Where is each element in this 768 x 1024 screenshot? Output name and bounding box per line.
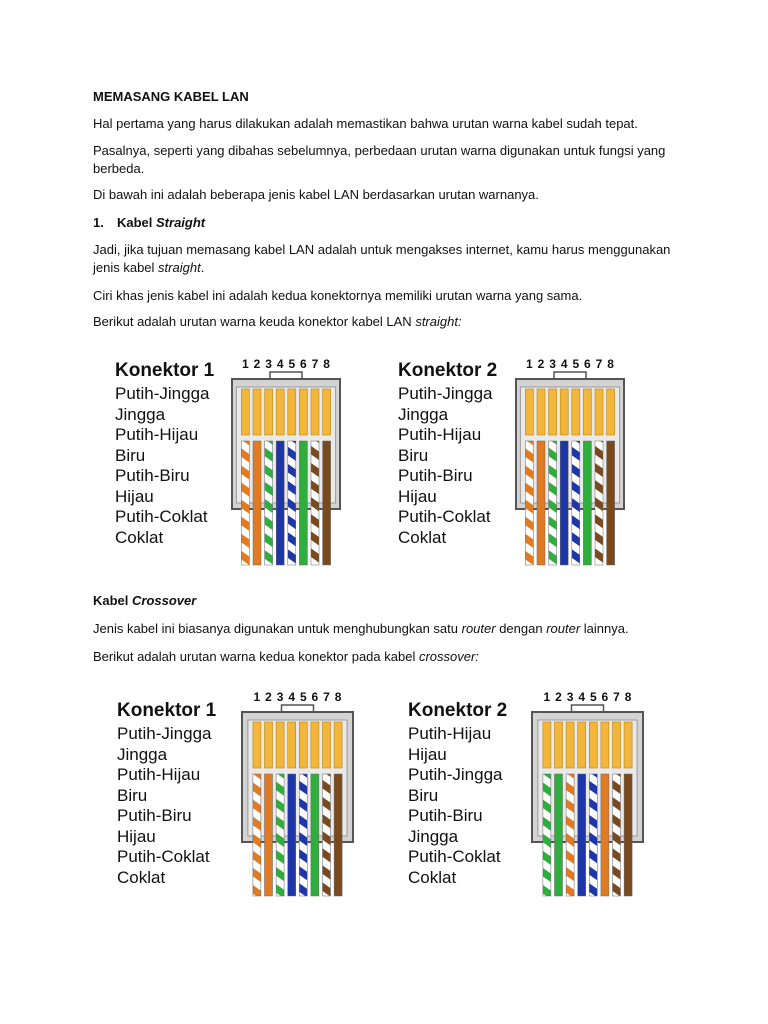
pin-number: 5 [572,357,580,371]
pin-number: 1 [526,357,533,371]
gold-contact [589,722,597,768]
wire-white-blue [299,774,307,896]
wire-white-brown [595,441,603,565]
wire-order-item: Biru [115,445,146,465]
connector-title: Konektor 1 [115,360,215,381]
wire-order-item: Biru [117,785,148,805]
pin-number: 7 [311,357,319,371]
gold-contact [265,389,273,435]
paragraph-straight-trait: Ciri khas jenis kabel ini adalah kedua konektornya memiliki urutan warna yang sama. [93,288,583,303]
wire-order-item: Putih-Jingga [115,384,210,403]
wire-order-list [398,384,497,548]
straight-connector1-legend [115,360,214,548]
wire-order-item: Hijau [398,486,437,506]
gold-contact [323,389,331,435]
wire-order-item: Putih-Biru [408,806,483,825]
wire-blue [578,774,586,896]
wire-order-item: Hijau [117,826,156,846]
wire-order-item: Biru [408,785,439,805]
wire-order-item: Putih-Jingga [398,384,493,403]
wire-order-item: Putih-Hijau [398,425,482,444]
crossover-connector2-plug [530,688,645,898]
pin-number: 4 [578,690,586,704]
wire-order-item: Biru [398,445,429,465]
wire-white-green [549,441,557,565]
plug-window [520,387,619,503]
gold-contact [334,722,342,768]
pin-number: 4 [288,690,296,704]
pin-number: 3 [549,357,556,371]
pin-number: 5 [299,690,307,704]
gold-contact [299,389,307,435]
straight-connector2-legend [398,360,497,548]
pin-number: 3 [265,357,272,371]
pin-number: 8 [334,690,342,704]
pin-number: 6 [300,357,307,371]
wire-green [311,774,319,896]
crossover-connector1-legend [117,700,216,888]
gold-contact [566,722,574,768]
wire-order-item: Putih-Jingga [117,724,212,743]
gold-contact [624,722,632,768]
wire-white-brown [311,441,319,565]
straight-figure [0,355,768,570]
wire-brown [323,441,331,565]
document-title: MEMASANG KABEL LAN [93,89,249,104]
gold-contact [572,389,580,435]
wire-blue [288,774,296,896]
pin-number: 2 [537,357,545,371]
wire-white-blue [288,441,296,565]
pin-number: 8 [607,357,614,371]
paragraph-reason: Pasalnya, seperti yang dibahas sebelumnya, perbedaan urutan warna digunakan untuk fungsi yang berbeda. [93,143,666,176]
wire-blue [276,441,284,565]
connector-title: Konektor 2 [408,700,508,721]
connector-title: Konektor 1 [117,700,217,721]
paragraph-intro: Hal pertama yang harus dilakukan adalah memastikan bahwa urutan warna kabel sudah tepat. [93,116,638,131]
heading-crossover: Kabel Crossover [93,593,197,608]
wire-order-item: Putih-Biru [117,806,192,825]
wire-order-list [115,384,214,548]
wire-order-item: Putih-Biru [398,466,473,485]
gold-contact [299,722,307,768]
pin-number: 1 [242,357,249,371]
paragraph-straight-order: Berikut adalah urutan warna keuda konektor kabel LAN straight: [93,314,462,329]
gold-contact [595,389,603,435]
gold-contact [311,722,319,768]
crossover-connector1-plug [240,688,355,898]
pin-number: 6 [601,690,609,704]
wire-green [555,774,563,896]
wire-order-item: Putih-Coklat [408,847,501,866]
paragraph-crossover-order: Berikut adalah urutan warna kedua konektor pada kabel crossover: [93,649,479,664]
pin-number: 7 [323,690,330,704]
wire-white-blue [572,441,580,565]
gold-contact [253,722,261,768]
gold-contact [549,389,557,435]
wire-green [299,441,307,565]
wire-order-item: Putih-Coklat [398,507,491,526]
straight-connector1-plug [230,355,342,567]
crossover-figure [0,688,768,903]
pin-number: 2 [265,690,272,704]
pin-number: 2 [555,690,562,704]
gold-contact [607,389,615,435]
wire-order-item: Putih-Hijau [117,765,201,784]
plug-window [248,720,347,836]
wire-white-blue [589,774,597,896]
pin-number: 8 [323,357,330,371]
gold-contact [276,389,284,435]
paragraph-straight-purpose: Jadi, jika tujuan memasang kabel LAN adalah untuk mengakses internet, kamu harus menggunakan jenis kabel straight. [93,242,671,275]
wire-order-item: Putih-Coklat [117,847,210,866]
pin-number: 5 [288,357,296,371]
crossover-connector2-legend [408,700,507,888]
gold-contact [311,389,319,435]
gold-contact [241,389,249,435]
wire-order-item: Hijau [115,486,154,506]
heading-straight: 1. Kabel Straight [93,215,206,230]
pin-number: 7 [595,357,603,371]
paragraph-types: Di bawah ini adalah beberapa jenis kabel LAN berdasarkan urutan warnanya. [93,187,539,202]
gold-contact [613,722,621,768]
gold-contact [555,722,563,768]
wire-white-orange [566,774,574,896]
wire-order-item: Jingga [398,404,449,424]
wire-order-item: Putih-Coklat [115,507,208,526]
pin-number: 7 [613,690,620,704]
wire-white-green [543,774,551,896]
wire-order-item: Putih-Hijau [408,724,492,743]
pin-number: 4 [560,357,568,371]
wire-order-item: Coklat [408,867,457,887]
gold-contact [253,389,261,435]
wire-green [583,441,591,565]
heading-number: 1. [93,215,104,230]
wire-white-orange [253,774,261,896]
straight-connector2-plug [514,355,626,567]
plug-window [236,387,335,503]
wire-white-green [276,774,284,896]
plug-window [538,720,637,836]
gold-contact [288,389,296,435]
wire-order-list [408,724,507,888]
gold-contact [537,389,545,435]
wire-order-item: Putih-Jingga [408,765,503,784]
pin-number: 6 [311,690,319,704]
wire-orange [537,441,545,565]
wire-white-brown [323,774,331,896]
wire-order-item: Jingga [408,826,459,846]
wire-order-item: Coklat [115,527,164,547]
gold-contact [265,722,273,768]
gold-contact [578,722,586,768]
wire-brown [334,774,342,896]
gold-contact [583,389,591,435]
pin-number: 8 [624,690,632,704]
wire-order-item: Coklat [398,527,447,547]
wire-order-item: Jingga [117,744,168,764]
wire-white-green [265,441,273,565]
wire-brown [607,441,615,565]
wire-order-item: Coklat [117,867,166,887]
pin-number: 4 [276,357,284,371]
pin-number: 1 [543,690,551,704]
paragraph-crossover-purpose: Jenis kabel ini biasanya digunakan untuk menghubungkan satu router dengan router lainnya. [93,621,629,636]
wire-orange [253,441,261,565]
gold-contact [560,389,568,435]
gold-contact [323,722,331,768]
gold-contact [543,722,551,768]
wire-white-brown [613,774,621,896]
pin-number: 6 [584,357,591,371]
pin-number: 1 [253,690,261,704]
wire-order-list [117,724,216,888]
wire-order-item: Putih-Biru [115,466,190,485]
wire-white-orange [241,441,249,565]
wire-orange [601,774,609,896]
wire-order-item: Jingga [115,404,166,424]
pin-number: 3 [566,690,574,704]
gold-contact [525,389,533,435]
gold-contact [601,722,609,768]
connector-title: Konektor 2 [398,360,498,381]
wire-blue [560,441,568,565]
pin-number: 2 [253,357,261,371]
gold-contact [288,722,296,768]
wire-order-item: Hijau [408,744,447,764]
wire-white-orange [525,441,533,565]
pin-number: 3 [276,690,284,704]
wire-order-item: Putih-Hijau [115,425,199,444]
wire-orange [265,774,273,896]
wire-brown [624,774,632,896]
pin-number: 5 [589,690,597,704]
gold-contact [276,722,284,768]
